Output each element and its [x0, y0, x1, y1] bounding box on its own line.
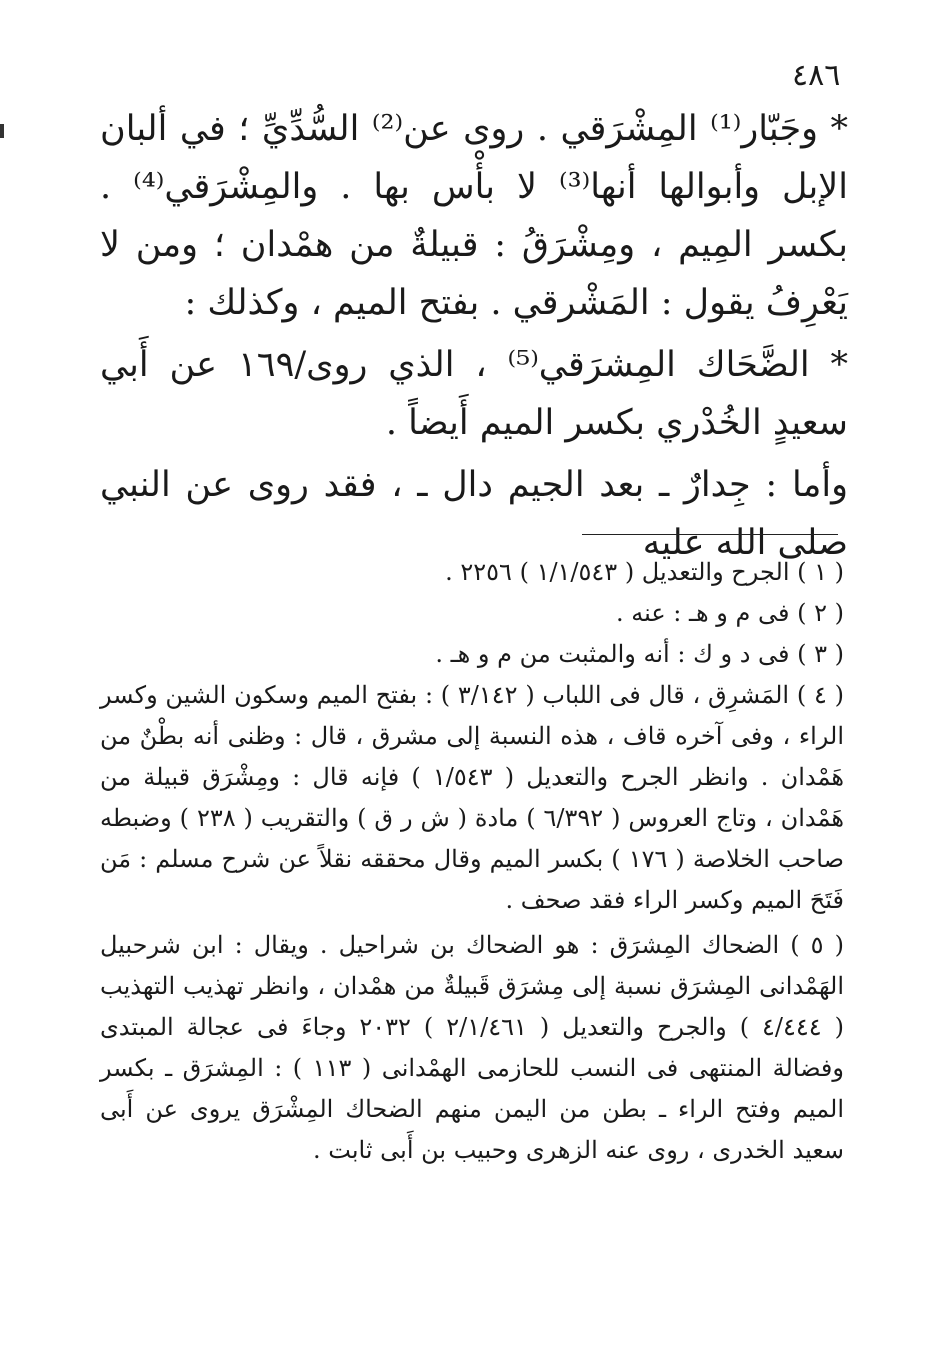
footnote-1: ( ١ ) الجرح والتعديل ( ١/١/٥٤٣ ) ٢٢٥٦ .: [445, 558, 844, 586]
page-edge-mark: [0, 124, 4, 138]
page-number: ٤٨٦: [792, 58, 841, 93]
main-paragraph-jabbar: * وجَبّار⁽¹⁾ المِشْرَقي . روى عن⁽²⁾ السُّدِّيِّ ؛ في ألبان الإبل وأبوالها أنها⁽³⁾ لا بأْس بها . والمِشْرَقي⁽⁴⁾ . بكسر المِيم ، ومِشْرَقُ : قبيلةٌ من همْدان ؛ ومن لا يَعْرِفُ يقول : المَشْرقي . بفتح الميم ، وكذلك :: [100, 109, 849, 323]
footnote-3: ( ٣ ) فى د و ك : أنه والمثبت من م و هـ .: [435, 640, 844, 668]
main-paragraph-dahhak: * الضَّحَاك المِشرَقي⁽⁵⁾ ، الذي روى/١٦٩ عن أَبي سعيدٍ الخُدْري بكسر الميم أَيضاً .: [100, 345, 848, 443]
footnote-4: ( ٤ ) المَشرِق ، قال فى اللباب ( ٣/١٤٢ ) : بفتح الميم وسكون الشين وكسر الراء ، وفى آخره قاف ، هذه النسبة إلى مشرق ، قال : وظنى أنه بطْنٌ من هَمْدان . وانظر الجرح والتعديل ( ١/٥٤٣ ) فإنه قال : ومِشْرَق قبيلة من هَمْدان ، وتاج العروس ( ٦/٣٩٢ ) مادة ( ش ر ق ) والتقريب ( ٢٣٨ ) وضبطه صاحب الخلاصة ( ١٧٦ ) بكسر الميم وقال محققه نقلاً عن شرح مسلم : مَن فَتَحَ الميم وكسر الراء فقد صحف .: [100, 681, 845, 914]
footnotes: [100, 552, 844, 1171]
main-paragraph-jidar: وأما : جِدارٌ ـ بعد الجيم دال ـ ، فقد روى عن النبي صلى الله عليه: [100, 465, 848, 563]
main-text: [100, 100, 848, 572]
footnote-separator: [582, 534, 838, 535]
footnote-5: ( ٥ ) الضحاك المِشرَق : هو الضحاك بن شراحيل . ويقال : ابن شرحبيل الهَمْدانى المِشرَق نسبة إلى مِشرَق قَبيلةٌ من همْدان ، وانظر تهذيب التهذيب ( ٤/٤٤٤ ) والجرح والتعديل ( ٢/١/٤٦١ ) ٢٠٣٢ وجاءَ فى عجالة المبتدى وفضالة المنتهى فى النسب للحازمى الهمْدانى ( ١١٣ ) : المِشرَق ـ بكسر الميم وفتح الراء ـ بطن من اليمن منهم الضحاك المِشْرَق يروى عن أَبى سعيد الخدرى ، روى عنه الزهرى وحبيب بن أَبى ثابت .: [100, 931, 845, 1164]
footnote-2: ( ٢ ) فى م و هـ : عنه .: [615, 599, 844, 627]
